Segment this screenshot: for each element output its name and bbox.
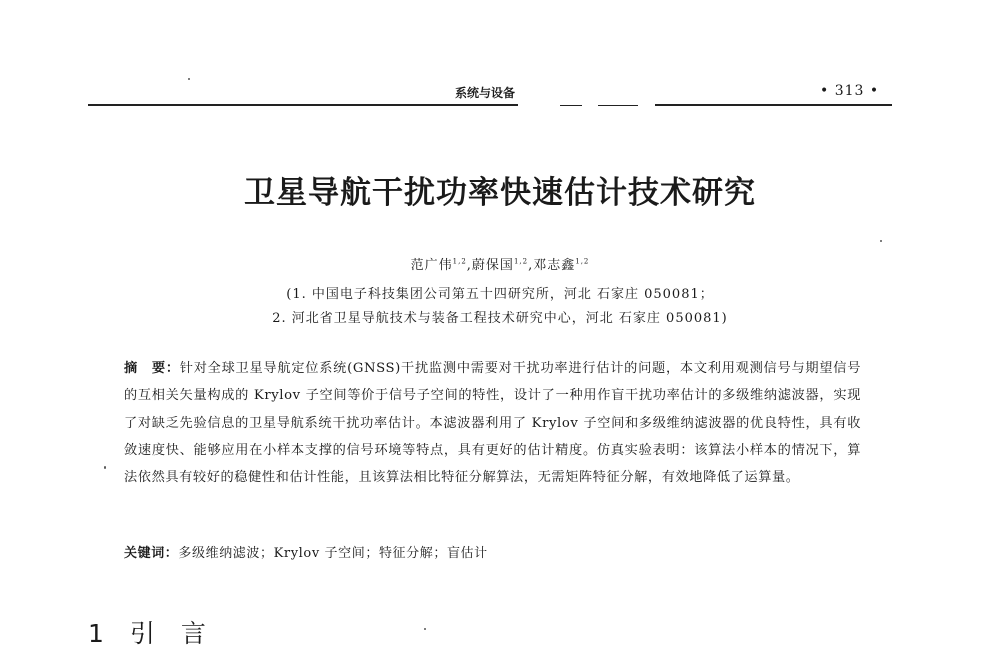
paper-title: 卫星导航干扰功率快速估计技术研究: [244, 175, 756, 211]
header-rule-left: [88, 104, 418, 106]
affiliation-line: 2. 河北省卫星导航技术与装备工程技术研究中心，河北 石家庄 050081): [272, 311, 728, 326]
section-title: 引言: [129, 619, 232, 648]
author-affil-mark: 1,2: [513, 257, 529, 266]
author-name: 邓志鑫: [533, 258, 576, 273]
abstract-text: 针对全球卫星导航定位系统(GNSS)干扰监测中需要对干扰功率进行估计的问题，本文利用观测信号与期望信号的互相关矢量构成的 Krylov 子空间等价于信号子空间的特性，设计了一种用作盲干扰功率估计的多级维纳滤波器，实现了对缺乏先验信息的卫星导航系统干扰功率估计。本滤波器利用了 Krylov 子空间和多级维纳滤波器的优良特性，具有收敛速度快、能够应用在小样本支撑的信号环境等特点，具有更好的估计精度。仿真实验表明：该算法小样本的情况下，算法依然具有较好的稳健性和估计性能，且该算法相比特征分解算法，无需矩阵特征分解，有效地降低了运算量。: [124, 361, 862, 486]
abstract-label: 摘 要：: [124, 361, 180, 376]
scan-speck: [104, 466, 106, 469]
keywords-label: 关键词：: [124, 546, 179, 561]
header-rule-mid: [418, 104, 518, 106]
header-rule-right: [655, 104, 892, 106]
header-rule-gap: [560, 105, 582, 106]
page-number: • 313 •: [820, 83, 880, 99]
author-affil-mark: 1,2: [452, 257, 467, 266]
author-name: 范广伟: [410, 258, 453, 273]
author-name: 蔚保国: [471, 258, 514, 273]
scan-speck: [424, 628, 426, 630]
author-list: 范广伟$^{1,2}$,蔚保国$^{1,2}$,邓志鑫$^{1,2}$: [410, 257, 590, 273]
running-title: 系统与设备: [455, 86, 516, 100]
affiliation-line: (1. 中国电子科技集团公司第五十四研究所，河北 石家庄 050081；: [286, 287, 714, 302]
scan-speck: [188, 78, 190, 80]
header-rule-gap2: [598, 105, 638, 106]
keywords: [124, 542, 861, 561]
section-heading: [88, 614, 232, 650]
section-number: 1: [88, 619, 104, 648]
abstract: [124, 355, 861, 491]
keywords-text: 多级维纳滤波；Krylov 子空间；特征分解；盲估计: [178, 546, 488, 561]
author-affil-mark: 1,2: [575, 257, 590, 266]
scan-speck: [880, 240, 882, 242]
